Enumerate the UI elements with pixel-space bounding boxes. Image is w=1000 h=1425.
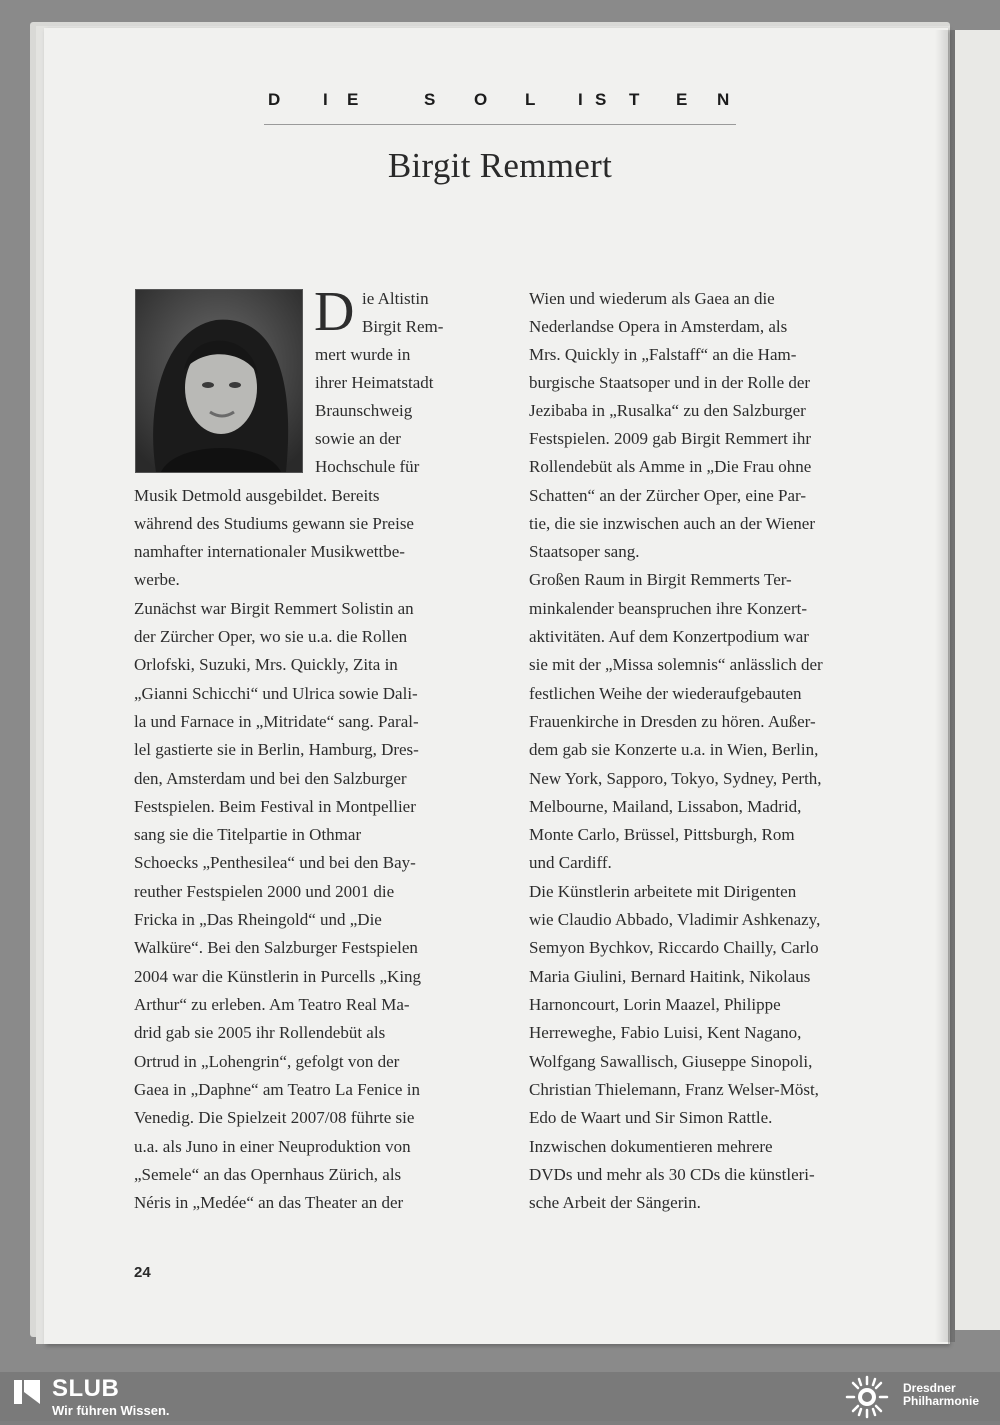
text-line: Mrs. Quickly in „Falstaff“ an die Ham- — [529, 345, 797, 364]
text-line: Braunschweig — [315, 401, 413, 420]
running-head-letter: O — [474, 90, 488, 109]
orchestra-name-line-1: Dresdner — [903, 1381, 956, 1395]
text-line: Néris in „Medée“ an das Theater an der — [134, 1193, 404, 1212]
text-line: reuther Festspielen 2000 und 2001 die — [134, 882, 395, 901]
text-line: burgische Staatsoper und in der Rolle der — [529, 373, 811, 392]
text-line: Melbourne, Mailand, Lissabon, Madrid, — [529, 797, 802, 816]
text-line: DVDs und mehr als 30 CDs die künstleri- — [529, 1165, 815, 1184]
text-line: Inzwischen dokumentieren mehrere — [529, 1137, 773, 1156]
text-line: lel gastierte sie in Berlin, Hamburg, Dres- — [134, 740, 419, 759]
text-line: Venedig. Die Spielzeit 2007/08 führte sie — [134, 1108, 415, 1127]
text-line: 2004 war die Künstlerin in Purcells „King — [134, 967, 422, 986]
text-line: Festspielen. Beim Festival in Montpellier — [134, 797, 416, 816]
text-line: Großen Raum in Birgit Remmerts Ter- — [529, 570, 792, 589]
library-tagline: Wir führen Wissen. — [52, 1403, 170, 1418]
text-line: Festspielen. 2009 gab Birgit Remmert ihr — [529, 429, 812, 448]
page-title: Birgit Remmert — [387, 146, 613, 185]
slub-logo-icon — [12, 1378, 42, 1406]
philharmonie-sun-logo-icon — [842, 1374, 892, 1420]
orchestra-name — [903, 1382, 998, 1408]
text-line: Harnoncourt, Lorin Maazel, Philippe — [529, 995, 781, 1014]
page-gutter-shadow — [935, 30, 955, 1342]
text-line: Ortrud in „Lohengrin“, gefolgt von der — [134, 1052, 400, 1071]
text-line: Schatten“ an der Zürcher Oper, eine Par- — [529, 486, 806, 505]
page-number: 24 — [134, 1264, 151, 1281]
text-line: Jezibaba in „Rusalka“ zu den Salzburger — [529, 401, 806, 420]
text-line: „Gianni Schicchi“ und Ulrica sowie Dali- — [134, 684, 418, 703]
text-line: aktivitäten. Auf dem Konzertpodium war — [529, 627, 809, 646]
text-line: Gaea in „Daphne“ am Teatro La Fenice in — [134, 1080, 420, 1099]
running-head-letter: D — [268, 90, 281, 109]
text-line: Schoecks „Penthesilea“ und bei den Bay- — [134, 853, 416, 872]
portrait-photo — [135, 289, 303, 473]
text-line: Arthur“ zu erleben. Am Teatro Real Ma- — [134, 995, 410, 1014]
text-line: und Cardiff. — [529, 853, 612, 872]
running-head-letter: S — [424, 90, 436, 109]
running-head — [264, 86, 736, 116]
text-line: sie mit der „Missa solemnis“ anlässlich der — [529, 655, 823, 674]
facing-page-edge — [955, 30, 1000, 1330]
text-line: Orlofski, Suzuki, Mrs. Quickly, Zita in — [134, 655, 398, 674]
text-line: Wolfgang Sawallisch, Giuseppe Sinopoli, — [529, 1052, 813, 1071]
text-line: tie, die sie inzwischen auch an der Wiener — [529, 514, 815, 533]
text-line: Frauenkirche in Dresden zu hören. Außer- — [529, 712, 816, 731]
running-head-letter: N — [717, 90, 730, 109]
text-line: wie Claudio Abbado, Vladimir Ashkenazy, — [529, 910, 821, 929]
text-line: sang sie die Titelpartie in Othmar — [134, 825, 362, 844]
text-line: Wien und wiederum als Gaea an die — [529, 289, 775, 308]
text-line: Hochschule für — [315, 457, 420, 476]
text-line: dem gab sie Konzerte u.a. in Wien, Berlin, — [529, 740, 819, 759]
text-line: Semyon Bychkov, Riccardo Chailly, Carlo — [529, 938, 819, 957]
text-line: la und Farnace in „Mitridate“ sang. Paral- — [134, 712, 419, 731]
running-head-letter: T — [629, 90, 640, 109]
text-line: Edo de Waart und Sir Simon Rattle. — [529, 1108, 773, 1127]
text-line: sche Arbeit der Sängerin. — [529, 1193, 701, 1212]
text-line: werbe. — [134, 570, 180, 589]
text-line: Birgit Rem- — [362, 317, 444, 336]
orchestra-name-line-2: Philharmonie — [903, 1394, 980, 1408]
text-line: Christian Thielemann, Franz Welser-Möst, — [529, 1080, 819, 1099]
text-line: „Semele“ an das Opernhaus Zürich, als — [134, 1165, 402, 1184]
text-line: mert wurde in — [315, 345, 411, 364]
text-line: Musik Detmold ausgebildet. Bereits — [134, 486, 380, 505]
text-line: namhafter internationaler Musikwettbe- — [134, 542, 405, 561]
text-line: drid gab sie 2005 ihr Rollendebüt als — [134, 1023, 386, 1042]
text-line: u.a. als Juno in einer Neuproduktion von — [134, 1137, 411, 1156]
drop-cap: D — [314, 281, 355, 343]
text-line: Zunächst war Birgit Remmert Solistin an — [134, 599, 414, 618]
text-line: New York, Sapporo, Tokyo, Sydney, Perth, — [529, 769, 822, 788]
footer-bar — [0, 1372, 1000, 1421]
running-head-letter: L — [525, 90, 536, 109]
text-line: während des Studiums gewann sie Preise — [134, 514, 414, 533]
text-line: der Zürcher Oper, wo sie u.a. die Rollen — [134, 627, 408, 646]
running-head-letter: I — [578, 90, 583, 109]
running-head-letter: E — [676, 90, 688, 109]
text-line: Walküre“. Bei den Salzburger Festspielen — [134, 938, 418, 957]
text-line: ie Altistin — [362, 289, 429, 308]
text-line: Rollendebüt als Amme in „Die Frau ohne — [529, 457, 812, 476]
text-line: Nederlandse Opera in Amsterdam, als — [529, 317, 788, 336]
text-line: sowie an der — [315, 429, 401, 448]
text-line: Monte Carlo, Brüssel, Pittsburgh, Rom — [529, 825, 795, 844]
text-line: Staatsoper sang. — [529, 542, 640, 561]
text-line: festlichen Weihe der wiederaufgebauten — [529, 684, 802, 703]
text-line: ihrer Heimatstadt — [315, 373, 434, 392]
text-line: minkalender beanspruchen ihre Konzert- — [529, 599, 808, 618]
text-line: Maria Giulini, Bernard Haitink, Nikolaus — [529, 967, 811, 986]
text-line: Die Künstlerin arbeitete mit Dirigenten — [529, 882, 797, 901]
head-divider — [264, 124, 736, 125]
running-head-letter: I — [323, 90, 328, 109]
text-line: Herreweghe, Fabio Luisi, Kent Nagano, — [529, 1023, 802, 1042]
running-head-letter: S — [595, 90, 607, 109]
running-head-letter: E — [347, 90, 359, 109]
library-name: SLUB — [52, 1375, 120, 1402]
text-line: Fricka in „Das Rheingold“ und „Die — [134, 910, 382, 929]
text-line: den, Amsterdam und bei den Salzburger — [134, 769, 407, 788]
